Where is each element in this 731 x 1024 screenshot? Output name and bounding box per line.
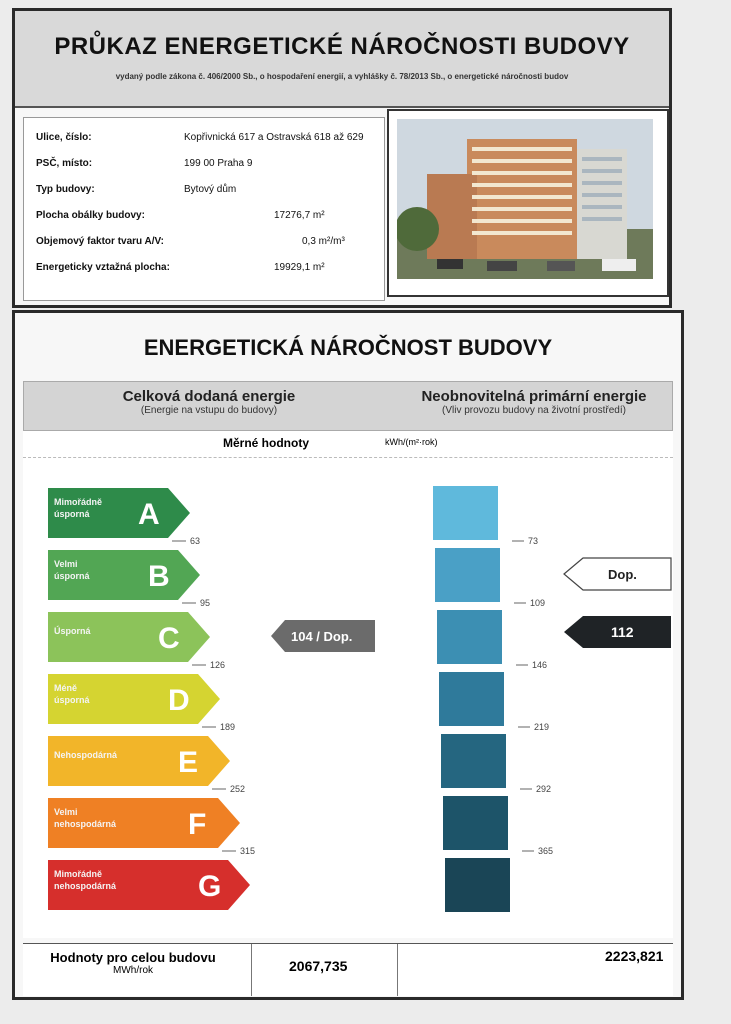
totals-separator <box>251 944 252 996</box>
rating-panel <box>12 310 684 1000</box>
title-band <box>15 11 669 108</box>
column-headers <box>23 381 673 431</box>
primary-limit-label: 73 <box>528 536 539 546</box>
class-name-a: úsporná <box>54 509 90 519</box>
class-limit-label: 63 <box>190 536 201 546</box>
totals-separator-2 <box>397 944 398 996</box>
rating-scale-area <box>23 458 673 938</box>
class-limit-label: 189 <box>220 722 236 732</box>
class-limit-label: 95 <box>200 598 211 608</box>
totals-label: Hodnoty pro celou budovu <box>50 950 216 965</box>
info-row-reference-area: Energeticky vztažná plocha: 19929,1 m² <box>36 262 325 273</box>
primary-dark-marker-label: 112 <box>611 624 634 640</box>
class-name-d: úsporná <box>54 695 90 705</box>
primary-energy-header: Neobnovitelná primární energie (Vliv provozu budovy na životní prostředí) <box>421 388 647 416</box>
primary-limit-label: 292 <box>536 784 552 794</box>
primary-limit-label: 365 <box>538 846 554 856</box>
class-name-g: nehospodárná <box>54 881 117 891</box>
class-name-b: Velmi <box>54 559 78 569</box>
info-row-type: Typ budovy: Bytový dům <box>36 184 237 195</box>
primary-scale-bar <box>435 548 500 602</box>
info-row-shape-factor: Objemový faktor tvaru A/V: 0,3 m²/m³ <box>36 236 345 247</box>
totals-label-block <box>23 950 243 976</box>
info-row-envelope-area: Plocha obálky budovy: 17276,7 m² <box>36 210 325 221</box>
class-name-a: Mimořádně <box>54 497 103 507</box>
class-letter-d: D <box>168 684 190 717</box>
class-letter-e: E <box>178 746 199 779</box>
rating-title: ENERGETICKÁ NÁROČNOST BUDOVY <box>143 335 553 360</box>
class-letter-a: A <box>138 498 160 531</box>
units-row <box>23 431 673 458</box>
total-delivered-value: 2067,735 <box>289 958 348 974</box>
class-name-b: úsporná <box>54 571 90 581</box>
class-name-f: nehospodárná <box>54 819 117 829</box>
class-name-c: Úsporná <box>54 626 91 636</box>
class-arrow-c <box>48 612 210 662</box>
primary-outline-marker-label: Dop. <box>608 567 637 582</box>
info-row-street: Ulice, číslo: Kopřivnická 617 a Ostravská 618 až 629 <box>36 132 364 143</box>
primary-limit-label: 109 <box>530 598 546 608</box>
building-photo-frame <box>387 109 669 297</box>
building-info <box>23 117 385 301</box>
class-name-g: Mimořádně <box>54 869 103 879</box>
document-subtitle: vydaný podle zákona č. 406/2000 Sb., o hospodaření energií, a vyhlášky č. 78/2013 Sb., o energetické náročnosti budov <box>115 72 569 81</box>
apartment-building-photo <box>397 119 653 279</box>
class-letter-f: F <box>188 808 207 841</box>
primary-scale-bar <box>441 734 506 788</box>
delivered-marker-label: 104 / Dop. <box>291 629 353 644</box>
class-limit-label: 252 <box>230 784 246 794</box>
class-arrow-e <box>48 736 230 786</box>
class-letter-g: G <box>198 870 222 903</box>
primary-limit-label: 219 <box>534 722 550 732</box>
class-letter-b: B <box>148 560 170 593</box>
class-name-d: Méně <box>54 683 78 693</box>
document-title: PRŮKAZ ENERGETICKÉ NÁROČNOSTI BUDOVY <box>54 33 630 60</box>
totals-row <box>23 943 673 996</box>
primary-limit-label: 146 <box>532 660 548 670</box>
rating-scale <box>23 458 673 938</box>
total-primary-value: 2223,821 <box>605 948 664 964</box>
primary-scale-bar <box>445 858 510 912</box>
primary-scale-bar <box>443 796 508 850</box>
class-letter-c: C <box>158 622 180 655</box>
specific-values-label: Měrné hodnoty <box>223 436 309 450</box>
info-row-city: PSČ, místo: 199 00 Praha 9 <box>36 158 253 169</box>
class-limit-label: 126 <box>210 660 226 670</box>
primary-scale-bar <box>433 486 498 540</box>
totals-unit: MWh/rok <box>113 965 153 976</box>
primary-scale-bar <box>439 672 504 726</box>
header-panel <box>12 8 672 308</box>
delivered-energy-header: Celková dodaná energie (Energie na vstupu do budovy) <box>122 388 296 416</box>
units-label: kWh/(m²·rok) <box>385 437 438 447</box>
class-name-e: Nehospodárná <box>54 750 118 760</box>
class-name-f: Velmi <box>54 807 78 817</box>
class-limit-label: 315 <box>240 846 256 856</box>
primary-scale-bar <box>437 610 502 664</box>
